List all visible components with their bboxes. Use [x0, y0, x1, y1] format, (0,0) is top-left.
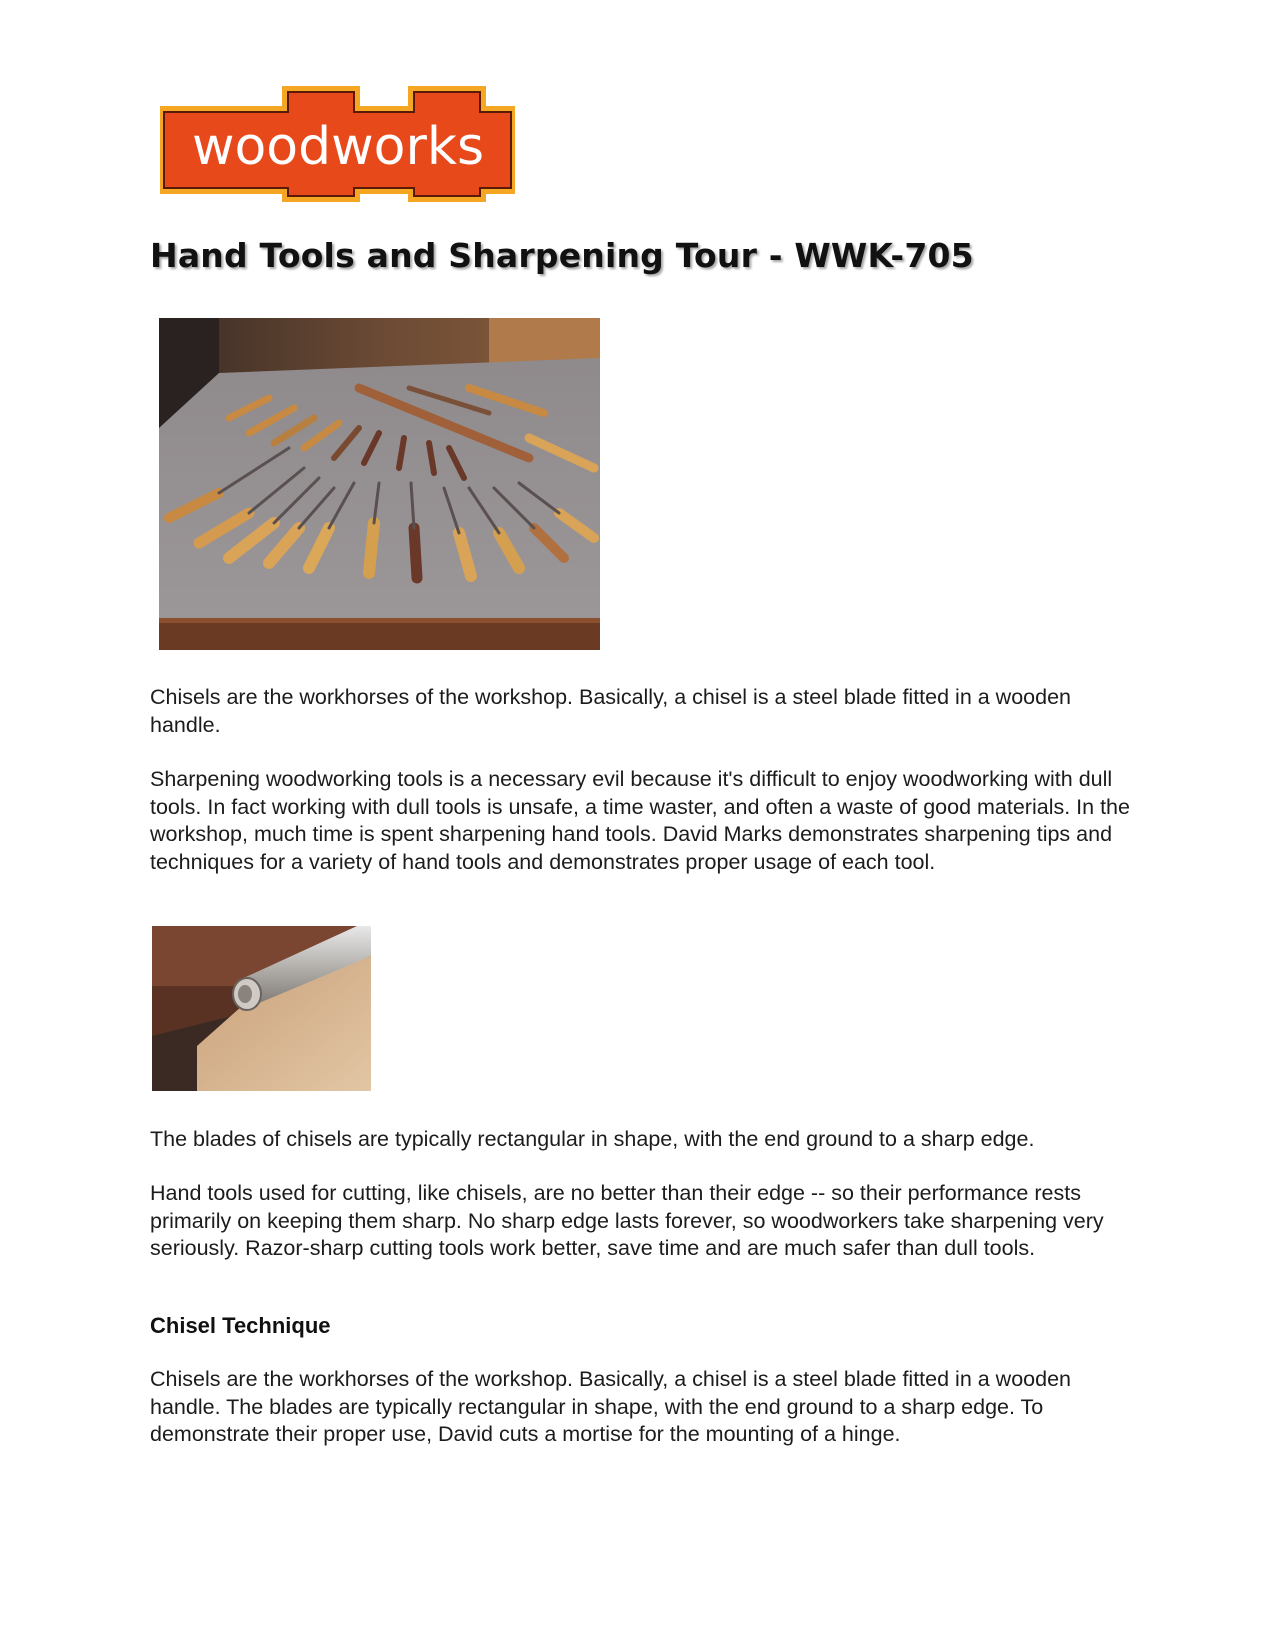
paragraph: Chisels are the workhorses of the workshop. Basically, a chisel is a steel blade fitted in a wooden handle. The blades are typically rectangular in shape, with the end ground to a sharp edge. To demonstrate their proper use, David cuts a mortise for the mounting of a hinge.	[150, 1367, 1071, 1446]
section-heading: Chisel Technique	[150, 1313, 331, 1338]
logo-wordmark: woodworks	[191, 117, 485, 177]
paragraph: The blades of chisels are typically rectangular in shape, with the end ground to a sharp edge.	[150, 1127, 1035, 1151]
woodworks-logo	[160, 86, 530, 202]
paragraph: Hand tools used for cutting, like chisels, are no better than their edge -- so their performance rests primarily on keeping them sharp. No sharp edge lasts forever, so woodworkers take sharpening very seriously. Razor-sharp cutting tools work better, save time and are much safer than dull tools.	[150, 1181, 1104, 1260]
paragraph: Chisels are the workhorses of the workshop. Basically, a chisel is a steel blade fitted in a wooden handle.	[150, 685, 1071, 737]
chisels-photo	[159, 318, 600, 650]
gouge-photo	[152, 926, 371, 1091]
page-title: Hand Tools and Sharpening Tour - WWK-705	[150, 236, 974, 275]
paragraph: Sharpening woodworking tools is a necessary evil because it's difficult to enjoy woodworking with dull tools. In fact working with dull tools is unsafe, a time waster, and often a waste of good materials. In the workshop, much time is spent sharpening hand tools. David Marks demonstrates sharpening tips and techniques for a variety of hand tools and demonstrates proper usage of each tool.	[150, 767, 1130, 874]
